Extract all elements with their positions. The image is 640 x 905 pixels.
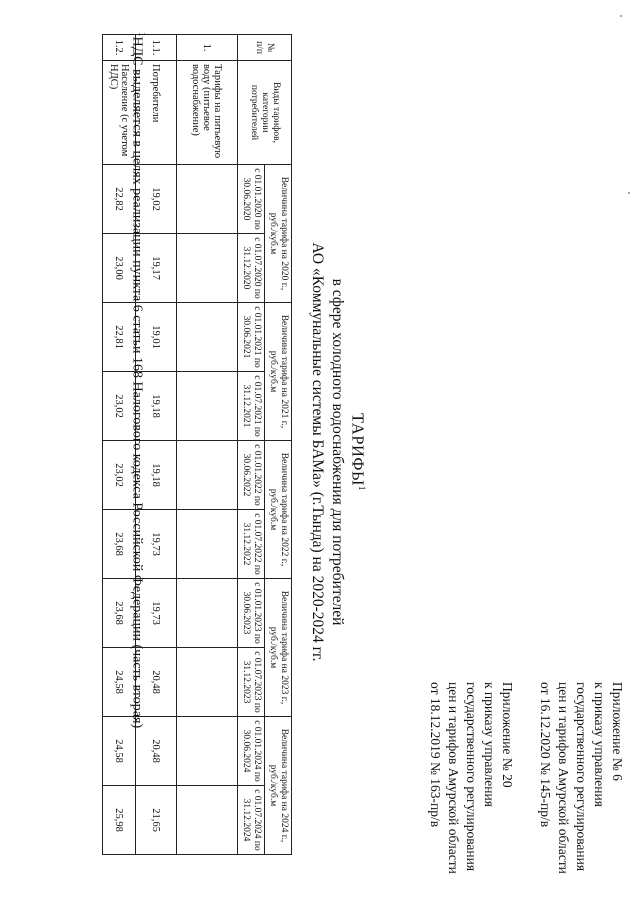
appendix-20-line: к приказу управления — [482, 682, 497, 807]
footnote-mark: 1 — [137, 32, 147, 37]
appendix-6-line: к приказу управления — [592, 682, 607, 807]
title-main: ТАРИФЫ — [348, 413, 368, 486]
tariff-cell — [177, 648, 238, 717]
tariff-cell — [177, 372, 238, 441]
header-year-2021: Величина тарифа на 2021 г., руб./куб.м — [265, 303, 292, 441]
tariff-cell: 23,02 — [103, 372, 136, 441]
header-period: с 01.07.2020 по 31.12.2020 — [238, 234, 265, 303]
tariff-cell: 21,65 — [136, 786, 177, 855]
row-name: Население (с учетом НДС) — [103, 61, 136, 165]
header-type: Виды тарифов, категории потребителей — [238, 61, 292, 165]
tariff-cell: 20,48 — [136, 648, 177, 717]
header-period: с 01.01.2020 по 30.06.2020 — [238, 165, 265, 234]
title-footnote-mark: 1 — [357, 485, 367, 491]
tariff-cell: 24,58 — [103, 717, 136, 786]
appendix-20-line: цен и тарифов Амурской области — [446, 682, 461, 874]
tariff-cell: 23,02 — [103, 441, 136, 510]
tariff-cell — [177, 786, 238, 855]
tariff-cell: 23,00 — [103, 234, 136, 303]
footnote — [128, 32, 147, 872]
tariff-cell — [177, 510, 238, 579]
row-name: Тарифы на питьевую воду (питьевое водоснабжение) — [177, 61, 238, 165]
tariff-cell — [177, 234, 238, 303]
title-line-3: АО «Коммунальные системы БАМа» (г.Тында) на 2020-2024 гг. — [309, 242, 327, 662]
tariff-cell: 19,73 — [136, 579, 177, 648]
tariff-cell: 23,68 — [103, 510, 136, 579]
title-line-2: в сфере холодного водоснабжения для потребителей — [329, 278, 347, 626]
tariff-cell: 22,82 — [103, 165, 136, 234]
tariff-cell: 19,02 — [136, 165, 177, 234]
appendix-20-line: от 18.12.2019 № 163-пр/в — [428, 682, 443, 828]
tariff-cell: 19,01 — [136, 303, 177, 372]
row-num: 1.1. — [136, 35, 177, 61]
document-title — [308, 102, 373, 802]
header-period: с 01.07.2023 по 31.12.2023 — [238, 648, 265, 717]
tariff-cell — [177, 579, 238, 648]
tariff-cell: 25,98 — [103, 786, 136, 855]
header-year-2020: Величина тарифа на 2020 г., руб./куб.м — [265, 165, 292, 303]
table-header-row — [265, 35, 292, 855]
tariff-cell — [177, 165, 238, 234]
header-period: с 01.07.2024 по 31.12.2024 — [238, 786, 265, 855]
row-name: Потребители — [136, 61, 177, 165]
tariff-cell: 19,17 — [136, 234, 177, 303]
header-year-2022: Величина тарифа на 2022 г., руб./куб.м — [265, 441, 292, 579]
appendix-20-line: Приложение № 20 — [500, 682, 515, 788]
tariff-cell — [177, 441, 238, 510]
header-period: с 01.07.2021 по 31.12.2021 — [238, 372, 265, 441]
header-num: № п/п — [238, 35, 292, 61]
header-year-2023: Величина тарифа на 2023 г., руб./куб.м — [265, 579, 292, 717]
tariff-cell — [177, 717, 238, 786]
header-year-2024: Величина тарифа на 2024 г., руб./куб.м — [265, 717, 292, 855]
row-num: 1.2. — [103, 35, 136, 61]
appendix-6-line: Приложение № 6 — [610, 682, 625, 781]
tariff-cell: 24,58 — [103, 648, 136, 717]
document-page — [10, 12, 630, 892]
header-period: с 01.07.2022 по 31.12.2022 — [238, 510, 265, 579]
tariff-cell — [177, 303, 238, 372]
scan-speck — [628, 192, 630, 194]
footnote-text: НДС выделяется в целях реализации пункта 6 статьи 168 Налогового кодекса Российской Федерации (часть вторая) — [129, 36, 145, 729]
header-period: с 01.01.2024 по 30.06.2024 — [238, 717, 265, 786]
tariff-cell: 19,73 — [136, 510, 177, 579]
scan-speck — [620, 15, 622, 17]
appendix-6-line: цен и тарифов Амурской области — [556, 682, 571, 874]
header-period: с 01.01.2021 по 30.06.2021 — [238, 303, 265, 372]
table-row — [177, 35, 238, 855]
header-period: с 01.01.2023 по 30.06.2023 — [238, 579, 265, 648]
appendix-20-line: государственного регулирования — [464, 682, 479, 872]
tariff-cell: 20,48 — [136, 717, 177, 786]
appendix-6-line: государственного регулирования — [574, 682, 589, 872]
appendix-6-line: от 16.12.2020 № 145-пр/в — [538, 682, 553, 828]
tariff-cell: 19,18 — [136, 372, 177, 441]
tariff-cell: 23,68 — [103, 579, 136, 648]
tariff-cell: 22,81 — [103, 303, 136, 372]
title-main-line — [348, 102, 373, 802]
row-num: 1. — [177, 35, 238, 61]
appendix-6-block — [536, 682, 626, 874]
header-period: с 01.01.2022 по 30.06.2022 — [238, 441, 265, 510]
tariff-cell: 19,18 — [136, 441, 177, 510]
appendix-20-block — [426, 682, 516, 874]
